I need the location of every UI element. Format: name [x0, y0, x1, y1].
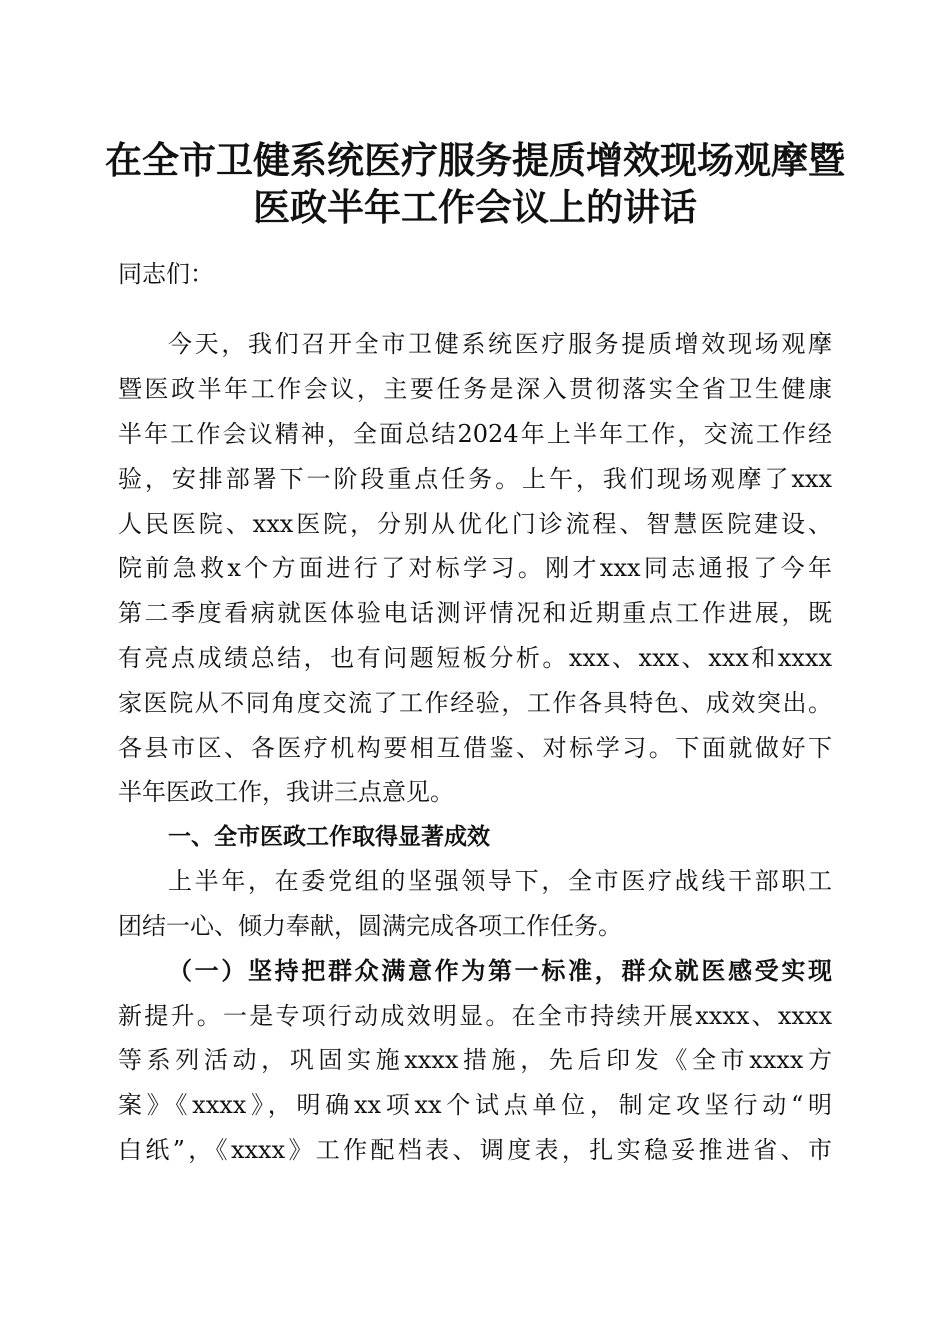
paragraph-1-line: 人民医院、xxx医院，分别从优化门诊流程、智慧医院建设、: [118, 510, 832, 538]
paragraph-1-line: 半年医政工作，我讲三点意见。: [118, 778, 454, 806]
document-title-line-1: 在全市卫健系统医疗服务提质增效现场观摩暨: [105, 138, 845, 182]
paragraph-1-line: 有亮点成绩总结，也有问题短板分析。xxx、xxx、xxx和xxxx: [118, 644, 832, 672]
paragraph-1-line: 半年工作会议精神，全面总结2024年上半年工作，交流工作经: [118, 420, 832, 448]
paragraph-1-line: 家医院从不同角度交流了工作经验，工作各具特色、成效突出。: [118, 689, 832, 717]
paragraph-3-line: 等系列活动，巩固实施xxxx措施，先后印发《全市xxxx方: [118, 1046, 832, 1074]
paragraph-3-line: （一）坚持把群众满意作为第一标准，群众就医感受实现: [168, 956, 832, 985]
paragraph-1-line: 暨医政半年工作会议，主要任务是深入贯彻落实全省卫生健康: [118, 375, 832, 403]
paragraph-3-line: 案》《xxxx》，明确xx项xx个试点单位，制定攻坚行动“明: [118, 1091, 832, 1119]
paragraph-1-line: 第二季度看病就医体验电话测评情况和近期重点工作进展，既: [118, 599, 832, 627]
salutation: 同志们：: [118, 260, 214, 288]
document-title-line-2: 医政半年工作会议上的讲话: [253, 185, 697, 229]
paragraph-2-line: 上半年，在委党组的坚强领导下，全市医疗战线干部职工: [168, 867, 832, 895]
paragraph-1-line: 今天，我们召开全市卫健系统医疗服务提质增效现场观摩: [168, 330, 832, 358]
paragraph-2-line: 团结一心、倾力奉献，圆满完成各项工作任务。: [118, 912, 622, 940]
paragraph-3-line: 新提升。一是专项行动成效明显。在全市持续开展xxxx、xxxx: [118, 1002, 832, 1030]
paragraph-1-line: 验，安排部署下一阶段重点任务。上午，我们现场观摩了xxx: [118, 465, 832, 493]
paragraph-3-line: 白纸”，《xxxx》工作配档表、调度表，扎实稳妥推进省、市: [118, 1136, 832, 1164]
paragraph-1-line: 院前急救x个方面进行了对标学习。刚才xxx同志通报了今年: [118, 554, 832, 582]
paragraph-1-line: 各县市区、各医疗机构要相互借鉴、对标学习。下面就做好下: [118, 734, 832, 762]
section-heading-1: 一、全市医政工作取得显著成效: [168, 824, 490, 850]
